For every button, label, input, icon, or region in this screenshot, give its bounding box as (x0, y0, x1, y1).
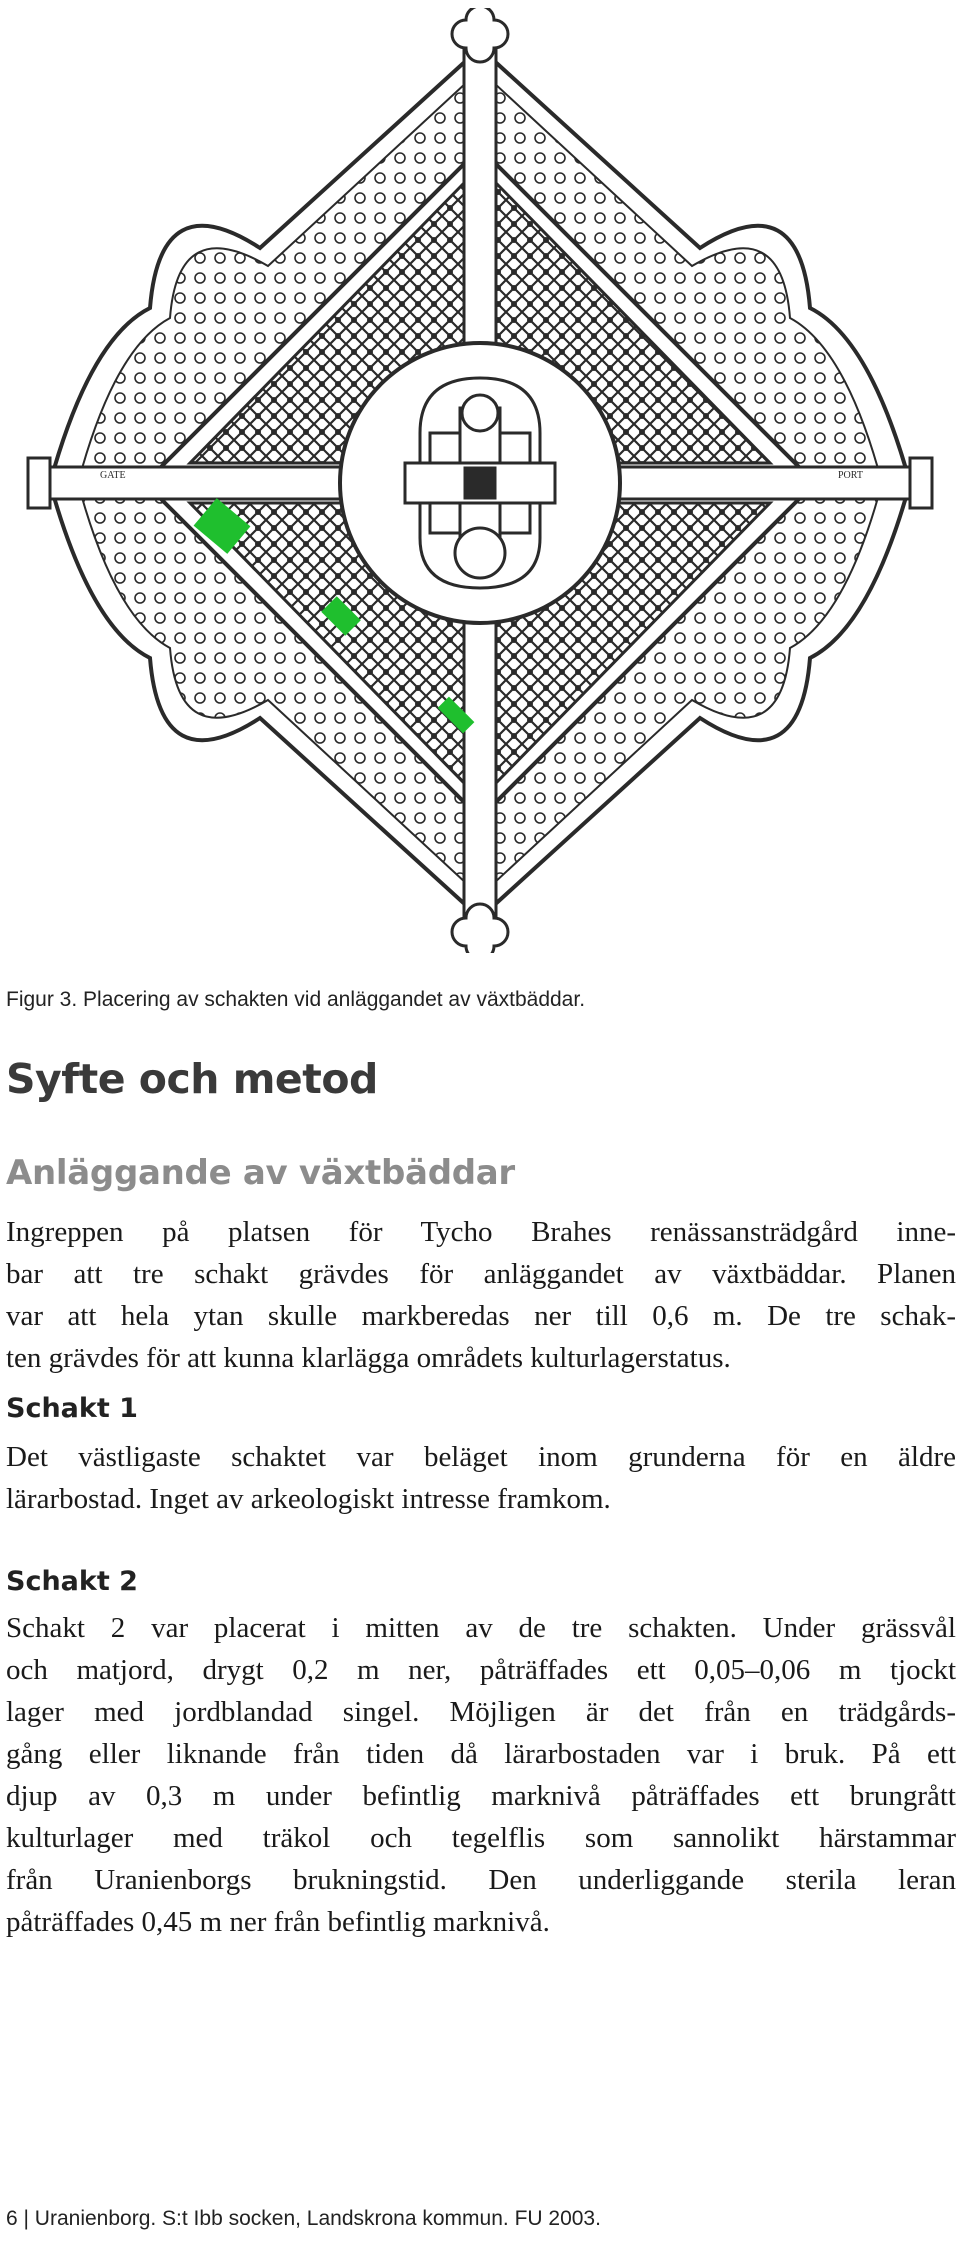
schakt-1-paragraph (6, 1436, 956, 1520)
intro-paragraph (6, 1211, 956, 1379)
schakt-2-heading: Schakt 2 (6, 1566, 138, 1597)
gate-label: GATE (100, 470, 126, 481)
text-line: påträffades 0,45 m ner från befintlig marknivå. (6, 1906, 550, 1938)
text-line: kulturlager med träkol och tegelflis som sannolikt härstammar (6, 1822, 956, 1854)
text-line: ten grävdes för att kunna klarlägga områdets kulturlagerstatus. (6, 1342, 731, 1374)
uranienborg-building (405, 378, 555, 588)
schakt-2-paragraph (6, 1607, 956, 1943)
text-line: Ingreppen på platsen för Tycho Brahes renässansträdgård inne- (6, 1216, 956, 1248)
text-line: Det västligaste schaktet var beläget inom grunderna för en äldre (6, 1441, 956, 1473)
page-footer: 6 | Uranienborg. S:t Ibb socken, Landskrona kommun. FU 2003. (6, 2207, 601, 2230)
section-heading: Syfte och metod (6, 1055, 378, 1103)
figure-caption: Figur 3. Placering av schakten vid anläggandet av växtbäddar. (6, 988, 586, 1011)
text-line: lager med jordblandad singel. Möjligen är det från en trädgårds- (6, 1696, 956, 1728)
text-line: lärarbostad. Inget av arkeologiskt intresse framkom. (6, 1483, 611, 1515)
text-line: från Uranienborgs brukningstid. Den underliggande sterila leran (6, 1864, 956, 1896)
text-line: djup av 0,3 m under befintlig marknivå påträffades ett brungrått (6, 1780, 956, 1812)
text-line: var att hela ytan skulle markberedas ner till 0,6 m. De tre schak- (6, 1300, 956, 1332)
text-line: Schakt 2 var placerat i mitten av de tre schakten. Under grässvål (6, 1612, 956, 1644)
text-line: bar att tre schakt grävdes för anläggandet av växtbäddar. Planen (6, 1258, 956, 1290)
text-line: och matjord, drygt 0,2 m ner, påträffades ett 0,05–0,06 m tjockt (6, 1654, 956, 1686)
text-line: gång eller liknande från tiden då lärarbostaden var i bruk. På ett (6, 1738, 956, 1770)
subsection-heading: Anläggande av växtbäddar (6, 1153, 515, 1193)
schakt-1-heading: Schakt 1 (6, 1393, 138, 1424)
port-label: PORT (838, 470, 863, 481)
garden-plan-figure (10, 8, 950, 953)
